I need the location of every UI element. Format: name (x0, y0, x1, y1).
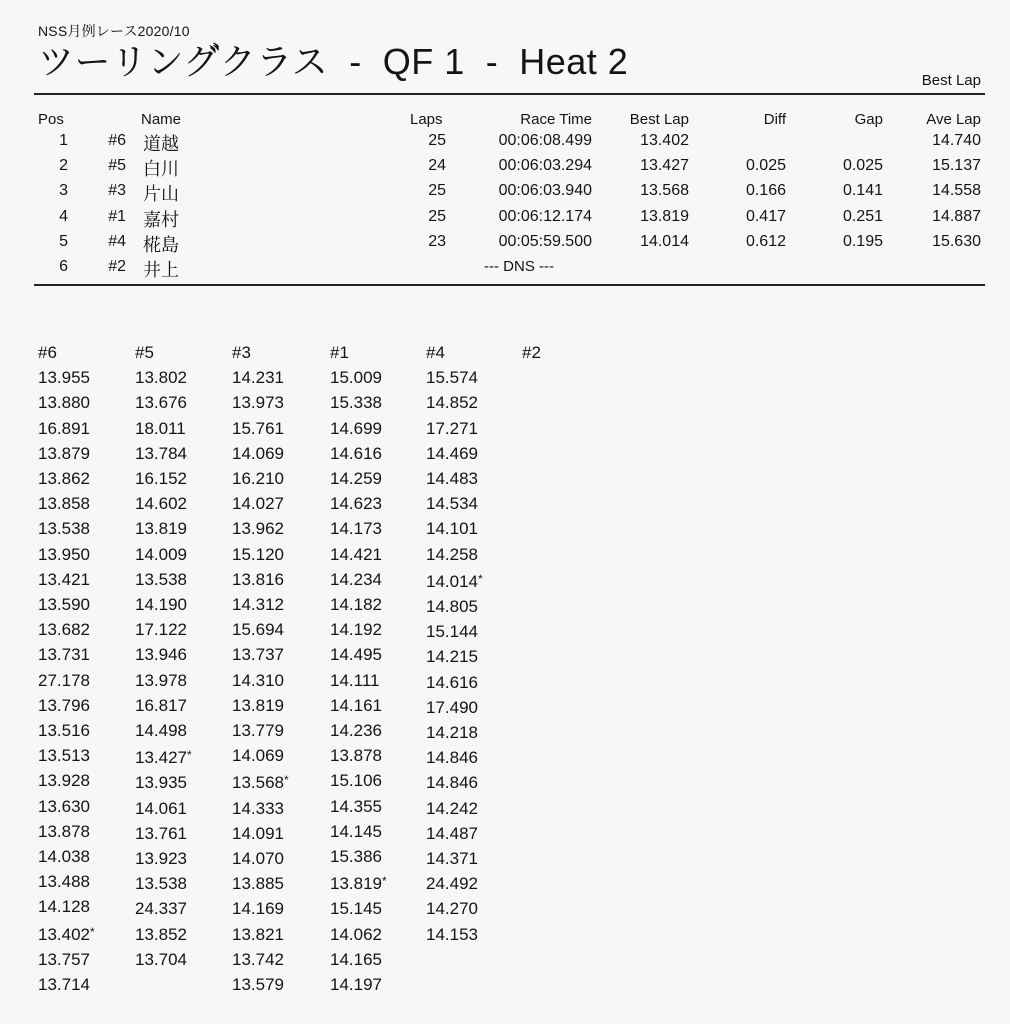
lap-time: 13.878 (330, 746, 382, 766)
lap-column-car: #3 (232, 343, 251, 362)
lap-time: 14.258 (426, 544, 478, 564)
lap-time: 14.038 (38, 847, 90, 867)
result-race-time: --- DNS --- (484, 258, 554, 275)
lap-time: 14.498 (135, 721, 187, 741)
result-laps: 25 (428, 132, 446, 149)
lap-time: 13.862 (38, 469, 90, 488)
lap-time: 24.492 (426, 874, 478, 894)
lap-time: 13.935 (135, 773, 187, 793)
lap-time: 14.069 (232, 443, 284, 463)
lap-time: 24.337 (135, 899, 187, 919)
lap-time: 13.885 (232, 874, 284, 894)
lap-time: 14.242 (426, 798, 478, 818)
sort-label: Best Lap (921, 72, 981, 89)
col-header-diff: Diff (763, 111, 786, 128)
lap-time: 17.271 (426, 418, 478, 438)
result-pos: 3 (59, 182, 68, 200)
result-name: 嘉村 (143, 209, 179, 230)
result-num: #5 (108, 157, 126, 175)
result-best-lap: 13.568 (640, 182, 689, 200)
lap-time: 13.590 (38, 595, 90, 615)
lap-time: 13.579 (232, 975, 284, 995)
lap-time: 14.355 (330, 796, 382, 816)
lap-time: 14.312 (232, 595, 284, 615)
lap-time: 14.236 (330, 721, 382, 741)
result-name: 椛島 (143, 234, 179, 255)
lap-time: 13.955 (38, 368, 90, 388)
result-ave-lap: 14.887 (932, 207, 981, 225)
lap-column (426, 340, 516, 947)
col-header-laps: Laps (410, 111, 443, 128)
lap-time: 17.490 (426, 697, 478, 717)
lap-time: 15.761 (232, 418, 284, 438)
lap-time: 14.371 (426, 849, 478, 869)
lap-time: 13.819* (330, 874, 387, 894)
lap-time: 13.928 (38, 771, 90, 791)
lap-time: 16.210 (232, 469, 284, 488)
lap-time: 13.676 (135, 393, 187, 413)
lap-time: 13.950 (38, 544, 90, 564)
lap-time: 13.427* (135, 748, 192, 768)
lap-time: 14.091 (232, 823, 284, 843)
result-diff: 0.417 (745, 207, 786, 225)
result-gap: 0.195 (842, 232, 883, 250)
lap-time: 13.704 (135, 949, 187, 969)
lap-time: 14.259 (330, 469, 382, 488)
lap-column (135, 340, 225, 972)
result-num: #3 (108, 182, 126, 200)
lap-column (330, 340, 420, 997)
lap-time: 13.737 (232, 645, 284, 665)
lap-time: 13.516 (38, 721, 90, 741)
lap-time: 13.761 (135, 823, 187, 843)
lap-time: 14.069 (232, 746, 284, 766)
result-gap: 0.025 (842, 157, 883, 175)
result-ave-lap: 14.740 (932, 132, 981, 149)
lap-time: 14.070 (232, 849, 284, 869)
lap-time: 15.120 (232, 544, 284, 564)
lap-time: 14.234 (330, 569, 382, 589)
lap-time: 14.128 (38, 897, 90, 917)
lap-time: 14.616 (330, 443, 382, 463)
result-num: #2 (108, 258, 126, 275)
lap-time: 13.796 (38, 695, 90, 715)
lap-time: 15.106 (330, 771, 382, 791)
lap-time: 13.757 (38, 949, 90, 969)
page-title: ツーリング゙クラス - QF 1 - Heat 2 (38, 41, 629, 82)
lap-time: 14.173 (330, 519, 382, 539)
result-num: #4 (108, 232, 126, 250)
lap-time: 13.402* (38, 924, 95, 944)
lap-time: 14.101 (426, 519, 478, 539)
result-pos: 2 (59, 157, 68, 175)
lap-time: 14.805 (426, 597, 478, 617)
lap-time: 13.538 (38, 519, 90, 539)
lap-time: 13.852 (135, 924, 187, 944)
lap-time: 14.218 (426, 723, 478, 743)
lap-time: 13.630 (38, 796, 90, 816)
lap-time: 13.858 (38, 494, 90, 514)
col-header-race-time: Race Time (520, 111, 592, 128)
lap-time: 13.880 (38, 393, 90, 413)
result-ave-lap: 15.137 (932, 157, 981, 175)
lap-column (522, 340, 612, 365)
lap-time: 14.169 (232, 899, 284, 919)
result-diff: 0.166 (745, 182, 786, 200)
lap-column-car: #6 (38, 343, 57, 362)
lap-time: 14.165 (330, 949, 382, 969)
lap-time: 14.231 (232, 368, 284, 388)
result-gap: 0.141 (842, 182, 883, 200)
lap-time: 15.574 (426, 368, 478, 388)
result-laps: 23 (428, 232, 446, 250)
lap-time: 13.946 (135, 645, 187, 665)
lap-time: 15.338 (330, 393, 382, 413)
lap-time: 16.152 (135, 469, 187, 488)
lap-time: 14.602 (135, 494, 187, 514)
col-header-name: Name (141, 111, 182, 128)
result-name: 道越 (143, 134, 179, 154)
col-header-gap: Gap (854, 111, 883, 128)
result-pos: 5 (59, 232, 68, 250)
result-pos: 6 (59, 258, 68, 275)
result-laps: 25 (428, 207, 446, 225)
lap-time: 13.682 (38, 620, 90, 640)
lap-time: 14.014* (426, 571, 483, 591)
lap-column-car: #5 (135, 343, 154, 362)
lap-time: 14.616 (426, 672, 478, 692)
lap-time: 14.487 (426, 823, 478, 843)
lap-time: 13.538 (135, 569, 187, 589)
result-race-time: 00:06:12.174 (498, 207, 592, 225)
result-race-time: 00:06:03.940 (498, 182, 592, 200)
lap-time: 14.534 (426, 494, 478, 514)
lap-time: 14.111 (330, 670, 380, 690)
lap-time: 14.161 (330, 695, 382, 715)
lap-time: 16.891 (38, 418, 90, 438)
result-diff: 0.025 (745, 157, 786, 175)
lap-time: 13.802 (135, 368, 187, 388)
lap-time: 15.694 (232, 620, 284, 640)
lap-time: 14.310 (232, 670, 284, 690)
lap-time: 13.538 (135, 874, 187, 894)
lap-time: 14.153 (426, 924, 478, 944)
lap-time: 14.009 (135, 544, 187, 564)
result-name: 片山 (143, 184, 179, 205)
lap-time: 14.145 (330, 821, 382, 841)
lap-time: 13.923 (135, 849, 187, 869)
lap-time: 15.145 (330, 899, 382, 919)
lap-time: 14.483 (426, 469, 478, 488)
lap-time: 13.421 (38, 569, 90, 589)
lap-time: 13.879 (38, 443, 90, 463)
lap-time: 14.846 (426, 773, 478, 793)
result-pos: 4 (59, 207, 68, 225)
lap-time: 13.742 (232, 949, 284, 969)
lap-time: 13.731 (38, 645, 90, 665)
lap-time: 14.190 (135, 595, 187, 615)
lap-time: 14.469 (426, 443, 478, 463)
lap-time: 14.027 (232, 494, 284, 514)
lap-time: 27.178 (38, 670, 90, 690)
result-race-time: 00:06:08.499 (498, 132, 592, 149)
lap-time: 13.978 (135, 670, 187, 690)
lap-time: 14.270 (426, 899, 478, 919)
result-laps: 25 (428, 182, 446, 200)
lap-column-car: #1 (330, 343, 349, 362)
result-best-lap: 14.014 (640, 232, 689, 250)
result-best-lap: 13.819 (640, 207, 689, 225)
col-header-ave-lap: Ave Lap (926, 111, 981, 128)
lap-time: 13.878 (38, 821, 90, 841)
result-race-time: 00:06:03.294 (498, 157, 592, 175)
lap-column-car: #4 (426, 343, 445, 362)
lap-time: 17.122 (135, 620, 187, 640)
lap-column-car: #2 (522, 343, 541, 362)
lap-time: 13.821 (232, 924, 284, 944)
lap-time: 13.816 (232, 569, 284, 589)
result-pos: 1 (59, 132, 68, 149)
result-race-time: 00:05:59.500 (498, 232, 592, 250)
result-num: #1 (108, 207, 126, 225)
lap-time: 14.333 (232, 798, 284, 818)
lap-time: 13.488 (38, 872, 90, 892)
lap-time: 14.699 (330, 418, 382, 438)
lap-time: 13.973 (232, 393, 284, 413)
result-name: 白川 (143, 159, 179, 180)
lap-time: 14.421 (330, 544, 382, 564)
lap-time: 13.819 (232, 695, 284, 715)
col-header-pos: Pos (38, 111, 64, 128)
result-num: #6 (108, 132, 126, 149)
result-best-lap: 13.402 (640, 132, 689, 149)
lap-time: 13.513 (38, 746, 90, 766)
event-subtitle: NSS月例レース2020/10 (38, 23, 190, 39)
lap-time: 14.197 (330, 975, 382, 995)
lap-time: 15.144 (426, 622, 478, 642)
lap-time: 13.779 (232, 721, 284, 741)
lap-column (38, 340, 128, 997)
col-header-best-lap: Best Lap (629, 111, 689, 128)
lap-time: 14.852 (426, 393, 478, 413)
lap-time: 14.846 (426, 748, 478, 768)
lap-time: 14.495 (330, 645, 382, 665)
result-gap: 0.251 (842, 207, 883, 225)
result-diff: 0.612 (745, 232, 786, 250)
lap-time: 13.714 (38, 975, 90, 995)
lap-time: 15.386 (330, 847, 382, 867)
result-laps: 24 (428, 157, 446, 175)
lap-time: 14.215 (426, 647, 478, 667)
lap-time: 15.009 (330, 368, 382, 388)
result-ave-lap: 14.558 (932, 182, 981, 200)
result-name: 井上 (143, 260, 179, 280)
lap-time: 13.962 (232, 519, 284, 539)
lap-time: 16.817 (135, 695, 187, 715)
lap-time: 18.011 (135, 418, 186, 438)
lap-time: 13.784 (135, 443, 187, 463)
lap-time: 13.568* (232, 773, 289, 793)
lap-time: 14.192 (330, 620, 382, 640)
lap-column (232, 340, 322, 997)
result-ave-lap: 15.630 (932, 232, 981, 250)
bottom-divider (34, 284, 985, 286)
top-divider (34, 93, 985, 95)
lap-time: 14.062 (330, 924, 382, 944)
lap-time: 13.819 (135, 519, 187, 539)
lap-time: 14.623 (330, 494, 382, 514)
lap-time: 14.061 (135, 798, 187, 818)
result-best-lap: 13.427 (640, 157, 689, 175)
lap-time: 14.182 (330, 595, 382, 615)
